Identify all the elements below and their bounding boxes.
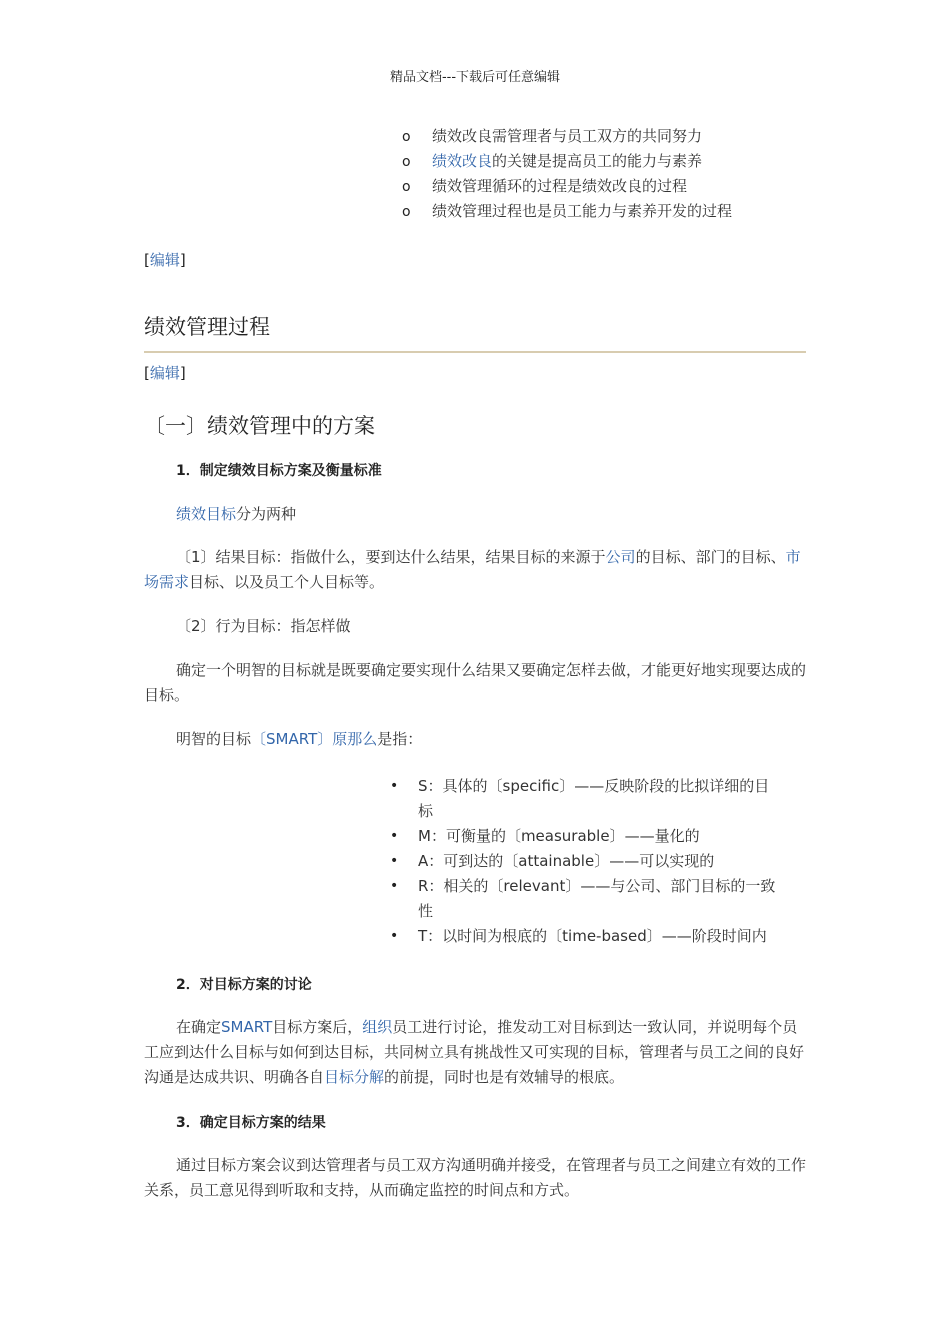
list-item-text: 绩效管理过程也是员工能力与素养开发的过程 xyxy=(432,202,733,220)
paragraph-smart-intro: 确定一个明智的目标就是既要确定要实现什么结果又要确定怎样去做，才能更好地实现要达成的目标。 xyxy=(144,661,807,704)
bullet: • xyxy=(390,828,399,844)
list-marker: o xyxy=(402,179,411,195)
paragraph-plan-result: 通过目标方案会议到达管理者与员工双方沟通明确并接受，在管理者与员工之间建立有效的工作关系，员工意见得到听取和支持，从而确定监控的时间点和方式。 xyxy=(144,1156,807,1199)
market-demand-link[interactable]: 市场需求 xyxy=(144,548,801,591)
subsection-title: 〔一〕绩效管理中的方案 xyxy=(144,414,375,438)
list-item xyxy=(402,174,732,199)
goal-decomposition-link[interactable]: 目标分解 xyxy=(324,1068,385,1086)
list-item-text: 的关键是提高员工的能力与素养 xyxy=(492,152,703,170)
list-item-text: 绩效管理循环的过程是绩效改良的过程 xyxy=(432,177,688,195)
paragraph-goal-types: 绩效目标分为两种 xyxy=(176,505,297,523)
performance-improvement-link[interactable]: 绩效改良 xyxy=(432,152,493,170)
paragraph-smart-principle: 明智的目标〔SMART〕原那么是指： xyxy=(176,730,423,748)
list-marker: o xyxy=(402,154,411,170)
list-item xyxy=(402,149,732,174)
heading-plan-discussion: 2．对目标方案的讨论 xyxy=(176,977,312,993)
list-item: • M：可衡量的〔measurable〕——量化的 xyxy=(384,824,784,849)
list-item: • A：可到达的〔attainable〕——可以实现的 xyxy=(384,849,784,874)
edit-section-2: [编辑] xyxy=(144,364,186,382)
edit-link[interactable]: 编辑 xyxy=(149,364,180,382)
list-item-text: 绩效改良需管理者与员工双方的共同努力 xyxy=(432,127,703,145)
page-header: 精品文档---下载后可任意编辑 xyxy=(389,70,561,85)
bullet: • xyxy=(390,853,399,869)
heading-plan-result: 3．确定目标方案的结果 xyxy=(176,1115,326,1131)
bullet: • xyxy=(390,928,399,944)
list-marker: o xyxy=(402,204,411,220)
improvement-list xyxy=(402,124,732,224)
list-item xyxy=(402,124,732,149)
list-item xyxy=(402,199,732,224)
list-item: • T：以时间为根底的〔time-based〕——阶段时间内 xyxy=(384,924,784,949)
paragraph-result-goal: 〔1〕结果目标：指做什么，要到达什么结果，结果目标的来源于公司的目标、部门的目标、市场需求目标、以及员工个人目标等。 xyxy=(144,548,801,591)
edit-link[interactable]: 编辑 xyxy=(149,251,180,269)
bullet: • xyxy=(390,778,399,794)
smart-list xyxy=(384,774,784,949)
title-divider xyxy=(144,351,806,353)
list-item: • R：相关的〔relevant〕——与公司、部门目标的一致性 xyxy=(384,874,784,924)
list-item: • S：具体的〔specific〕——反映阶段的比拟详细的目标 xyxy=(384,774,784,824)
paragraph-behavior-goal: 〔2〕行为目标：指怎样做 xyxy=(176,617,351,635)
performance-goal-link[interactable]: 绩效目标 xyxy=(176,505,237,523)
organization-link[interactable]: 组织 xyxy=(362,1018,393,1036)
edit-section-1: [编辑] xyxy=(144,251,186,269)
heading-goal-plan: 1．制定绩效目标方案及衡量标准 xyxy=(176,463,382,479)
bullet: • xyxy=(390,878,399,894)
section-title: 绩效管理过程 xyxy=(144,315,270,339)
paragraph-discussion: 在确定SMART目标方案后，组织员工进行讨论，推发动工对目标到达一致认同，并说明每个员工应到达什么目标与如何到达目标，共同树立具有挑战性又可实现的目标，管理者与员工之间的良好沟通是达成共识、明确各自目标分解的前提，同时也是有效辅导的根底。 xyxy=(144,1018,805,1086)
company-link[interactable]: 公司 xyxy=(605,548,636,566)
list-marker: o xyxy=(402,129,411,145)
smart-link[interactable]: SMART xyxy=(221,1018,273,1036)
smart-principle-link[interactable]: 〔SMART〕原那么 xyxy=(251,730,378,748)
